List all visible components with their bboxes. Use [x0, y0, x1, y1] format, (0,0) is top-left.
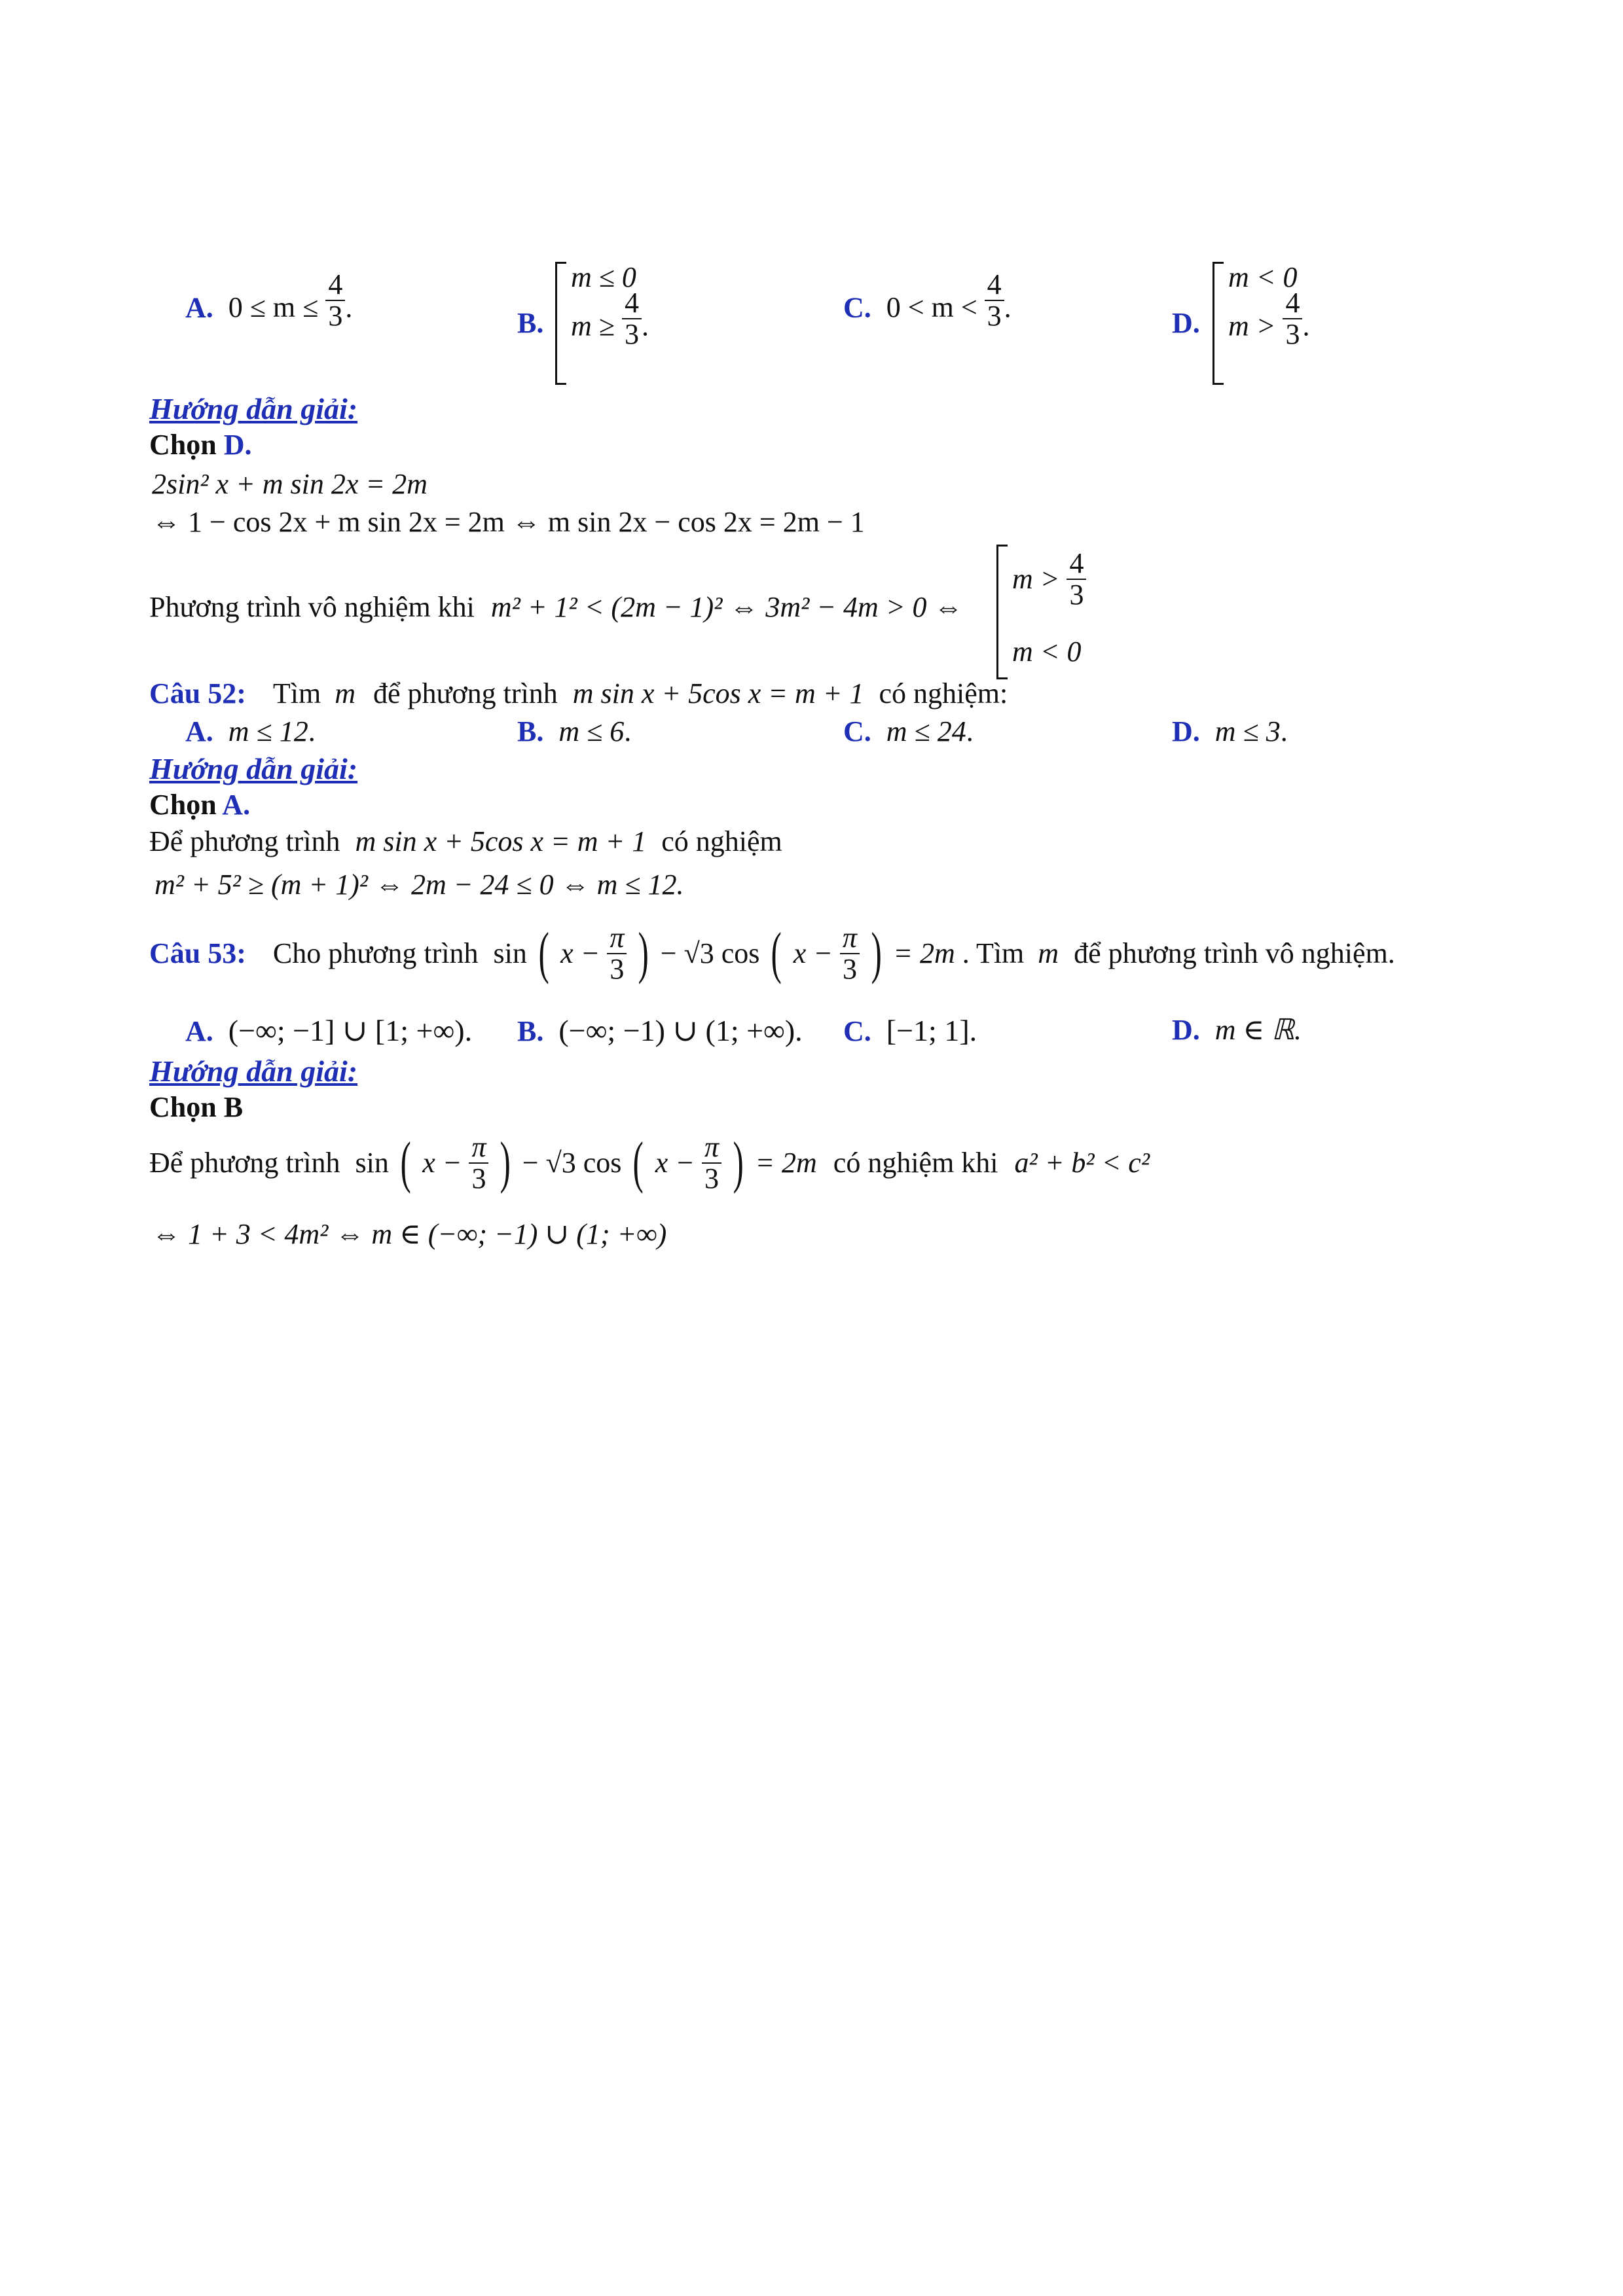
q53-eq-three-2: 3	[842, 953, 857, 986]
q53-option-c-label: C.	[843, 1015, 871, 1047]
q53-option-b-label: B.	[517, 1015, 544, 1047]
q53-step1-three-1: 3	[471, 1162, 486, 1195]
q52-text2: để phương trình	[373, 677, 558, 709]
q53-option-c-value: [−1; 1].	[886, 1014, 977, 1047]
q53-step1-paren-close-1: )	[500, 1131, 511, 1195]
q53-step2: ⇔ 1 + 3 < 4m² ⇔ m ∈ (−∞; −1) ∪ (1; +∞)	[152, 1218, 667, 1250]
q51-option-a-den: 3	[328, 300, 343, 332]
q52-step1-text: Để phương trình	[149, 825, 340, 857]
q51-step2: ⇔ 1 − cos 2x + m sin 2x = 2m ⇔ m sin 2x − cos 2x = 2m − 1	[152, 506, 865, 538]
q51-step3-math: m² + 1² < (2m − 1)² ⇔ 3m² − 4m > 0 ⇔	[490, 591, 963, 623]
q53-step1-pi-1: π	[469, 1132, 488, 1164]
q52-option-a-value: m ≤ 12	[228, 715, 308, 747]
q51-choose-prefix: Chọn	[149, 429, 217, 461]
q51-option-a-label: A.	[185, 291, 213, 324]
q51-step3-case1-text: m >	[1012, 563, 1060, 596]
q52-option-b-value: m ≤ 6	[558, 715, 625, 747]
q52-option-d-label: D.	[1172, 715, 1200, 747]
q53-step1-mid: − √3 cos	[522, 1147, 622, 1179]
q53-eq-fraction-1	[607, 923, 627, 984]
q51-option-a: A. 0 ≤ m ≤ $\frac{4}{3}$ .	[185, 268, 353, 332]
q51-option-b-label: B.	[517, 307, 544, 339]
q53-eq-paren-open-1: (	[538, 922, 549, 986]
q53-option-a	[185, 1016, 472, 1046]
q52-choose-answer: A.	[222, 789, 251, 821]
q51-option-d-label: D.	[1172, 307, 1200, 339]
q51-step3-case2: m < 0	[1012, 636, 1082, 668]
q51-option-b-line1: m ≤ 0	[571, 261, 636, 293]
q53-option-c	[843, 1016, 977, 1046]
q53-eq-rhs: = 2m	[893, 937, 955, 970]
q53-step1-sin: sin	[355, 1147, 389, 1179]
q53-eq-mid: − √3 cos	[660, 937, 760, 970]
q51-step3-case1-den: 3	[1069, 579, 1084, 611]
q53-step1-paren-open-1: (	[400, 1131, 411, 1195]
q51-option-a-num: 4	[325, 270, 345, 301]
q53-step1-tail: có nghiệm khi	[833, 1147, 998, 1179]
q51-option-c-den: 3	[987, 300, 1002, 332]
q53-text2: . Tìm	[962, 937, 1025, 970]
q53-step1-cond: a² + b² < c²	[1014, 1147, 1150, 1179]
q52-option-c-label: C.	[843, 715, 871, 747]
q53-step1-paren-open-2: (	[633, 1131, 644, 1195]
q51-option-b-bracket	[555, 262, 566, 385]
q53-question	[149, 923, 1395, 984]
q51-option-c-num: 4	[985, 270, 1004, 301]
q53-eq-x-2: x −	[793, 937, 833, 970]
q53-step1-three-2: 3	[704, 1162, 719, 1195]
q53-eq-pi-1: π	[607, 923, 627, 954]
q51-option-d-den: 3	[1285, 318, 1300, 351]
q53-text3: để phương trình vô nghiệm.	[1074, 937, 1395, 970]
q53-eq-paren-close-2: )	[871, 922, 882, 986]
q51-option-c-fraction	[985, 270, 1004, 331]
q52-step1	[149, 827, 782, 856]
q52-option-b-label: B.	[517, 715, 544, 747]
q51-option-b-den: 3	[624, 318, 639, 351]
q53-option-a-label: A.	[185, 1015, 213, 1047]
q52-step2: m² + 5² ≥ (m + 1)² ⇔ 2m − 24 ≤ 0 ⇔ m ≤ 12.	[155, 869, 684, 901]
q52-step1-tail: có nghiệm	[661, 825, 782, 857]
q51-option-d-line1: m < 0	[1228, 261, 1298, 293]
q52-step1-math: m sin x + 5cos x = m + 1	[355, 825, 647, 857]
q53-var: m	[1038, 937, 1059, 970]
q53-eq-fraction-2	[840, 923, 860, 984]
q52-option-d-value: m ≤ 3	[1214, 715, 1281, 747]
q53-option-b-value: (−∞; −1) ∪ (1; +∞).	[558, 1014, 803, 1047]
q53-option-b	[517, 1016, 803, 1046]
q52-text1: Tìm	[272, 677, 321, 709]
q53-step1-x-1: x −	[422, 1147, 462, 1179]
q52-var: m	[335, 677, 356, 709]
q51-option-b-line2-text: m ≥	[571, 310, 615, 342]
q53-step1-text: Để phương trình	[149, 1147, 340, 1179]
q52-label: Câu 52:	[149, 677, 246, 709]
q51-option-a-fraction	[325, 270, 345, 331]
q52-option-a: A. m ≤ 12.	[185, 715, 316, 747]
q52-option-b: B. m ≤ 6.	[517, 715, 632, 747]
q52-choose	[149, 791, 250, 819]
q53-step1-fraction-2	[702, 1132, 721, 1194]
q52-guide-heading: Hướng dẫn giải:	[149, 752, 358, 785]
q53-option-d	[1172, 1016, 1302, 1045]
q51-option-c-label: C.	[843, 291, 871, 324]
q51-option-d-bracket	[1213, 262, 1224, 385]
q51-option-c-lhs: 0 < m <	[886, 291, 977, 324]
q53-step1-paren-close-2: )	[733, 1131, 744, 1195]
q53-option-d-value: m ∈ ℝ.	[1214, 1014, 1302, 1046]
q51-guide-heading: Hướng dẫn giải:	[149, 392, 358, 425]
q51-step3-bracket	[996, 545, 1008, 679]
q51-option-d-line2-text: m >	[1228, 310, 1276, 342]
q53-eq-paren-open-2: (	[771, 922, 782, 986]
q51-option-b-fraction	[622, 288, 642, 350]
q52-option-d: D. m ≤ 3.	[1172, 715, 1288, 747]
q51-choose	[149, 431, 252, 459]
q51-option-c: C. 0 < m < $\frac{4}{3}$ .	[843, 268, 1012, 332]
q53-eq-sin: sin	[493, 937, 527, 970]
q53-text1: Cho phương trình	[272, 937, 479, 970]
q53-step1	[149, 1132, 1150, 1194]
q51-option-d-num: 4	[1283, 288, 1302, 319]
q53-step1-pi-2: π	[702, 1132, 721, 1164]
q51-step3	[149, 593, 963, 622]
q51-step3-case1-num: 4	[1067, 548, 1086, 580]
q52-step2-text: m² + 5² ≥ (m + 1)² ⇔ 2m − 24 ≤ 0 ⇔ m ≤ 12	[155, 869, 677, 901]
q53-guide-heading: Hướng dẫn giải:	[149, 1054, 358, 1088]
q53-choose: Chọn B	[149, 1091, 244, 1123]
q53-label: Câu 53:	[149, 937, 246, 970]
q52-equation: m sin x + 5cos x = m + 1	[572, 677, 864, 709]
q52-text3: có nghiệm:	[879, 677, 1008, 709]
q52-option-c-value: m ≤ 24	[886, 715, 966, 747]
q51-option-b-num: 4	[622, 288, 642, 319]
q51-option-d-fraction	[1283, 288, 1302, 350]
q51-step3-text: Phương trình vô nghiệm khi	[149, 591, 475, 623]
q52-option-a-label: A.	[185, 715, 213, 747]
q53-eq-three-1: 3	[610, 953, 625, 986]
q53-step1-x-2: x −	[655, 1147, 695, 1179]
q52-question	[149, 679, 1008, 708]
q51-option-a-lhs: 0 ≤ m ≤	[228, 291, 319, 324]
q53-eq-paren-close-1: )	[638, 922, 649, 986]
q51-step1: 2sin² x + m sin 2x = 2m	[152, 468, 428, 500]
q53-eq-pi-2: π	[840, 923, 860, 954]
q53-eq-x-1: x −	[560, 937, 600, 970]
q53-step1-rhs: = 2m	[755, 1147, 817, 1179]
q52-option-c: C. m ≤ 24.	[843, 715, 974, 747]
q53-option-a-value: (−∞; −1] ∪ [1; +∞).	[228, 1014, 473, 1047]
q52-choose-prefix: Chọn	[149, 789, 217, 821]
q51-step3-case1-fraction	[1067, 548, 1086, 610]
q51-step3-case1	[1012, 548, 1086, 610]
q53-option-d-label: D.	[1172, 1014, 1200, 1046]
q53-step1-fraction-1	[469, 1132, 488, 1194]
q51-choose-answer: D.	[223, 429, 252, 461]
q51-option-b-line2: m ≥ $\frac{4}{3}$ .	[571, 287, 649, 351]
q51-option-d-line2: m > $\frac{4}{3}$ .	[1228, 287, 1310, 351]
